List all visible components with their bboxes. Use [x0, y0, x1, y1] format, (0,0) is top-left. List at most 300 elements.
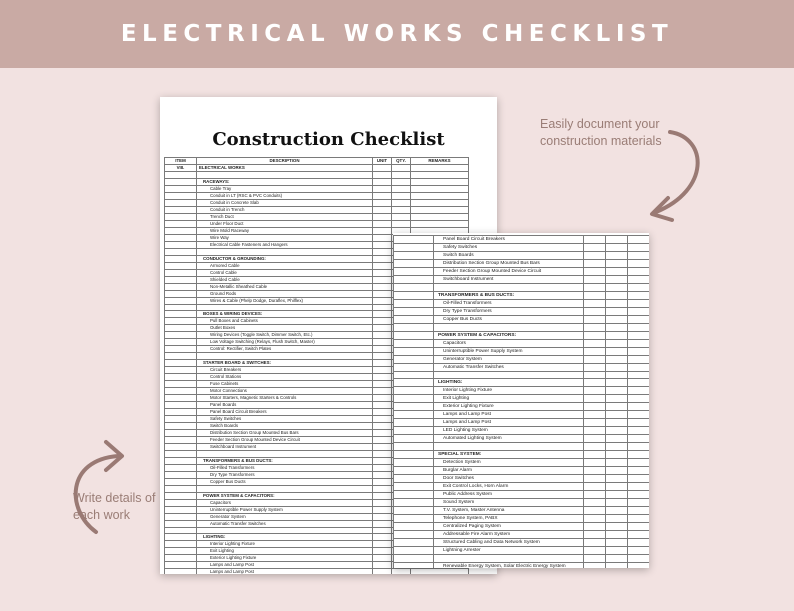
- unit-cell[interactable]: [373, 457, 392, 464]
- unit-cell[interactable]: [373, 213, 392, 220]
- remarks-cell[interactable]: [411, 199, 469, 206]
- item-cell: [165, 276, 197, 283]
- qty-cell[interactable]: [606, 299, 628, 307]
- remarks-cell[interactable]: [411, 185, 469, 192]
- item-cell: [165, 172, 197, 179]
- qty-cell[interactable]: [606, 411, 628, 419]
- unit-cell[interactable]: [584, 547, 606, 555]
- qty-cell[interactable]: [606, 284, 628, 292]
- qty-cell[interactable]: [606, 459, 628, 467]
- description-cell: Exit Lighting: [197, 548, 373, 555]
- remarks-cell[interactable]: [628, 427, 650, 435]
- remarks-cell[interactable]: [411, 165, 469, 172]
- remarks-cell[interactable]: [628, 523, 650, 531]
- qty-cell[interactable]: [606, 379, 628, 387]
- category-row: [394, 291, 650, 299]
- unit-cell[interactable]: [373, 395, 392, 402]
- remarks-cell[interactable]: [628, 483, 650, 491]
- unit-cell[interactable]: [373, 290, 392, 297]
- unit-cell[interactable]: [373, 206, 392, 213]
- unit-cell[interactable]: [373, 353, 392, 360]
- description-cell: T.V. System, Master Antenna: [434, 507, 584, 515]
- unit-cell[interactable]: [373, 360, 392, 367]
- description-cell: Lamps and Lamp Post: [197, 569, 373, 574]
- unit-cell[interactable]: [373, 562, 392, 569]
- qty-cell[interactable]: [606, 291, 628, 299]
- category-label: BOXES & WIRING DEVICES:: [197, 311, 373, 318]
- unit-cell[interactable]: [373, 409, 392, 416]
- description-cell: Wires & Cable (Phelp Dodge, Duraflex, Philflex): [197, 297, 373, 304]
- item-cell: [394, 347, 434, 355]
- category-row: [394, 379, 650, 387]
- unit-cell[interactable]: [584, 331, 606, 339]
- unit-cell[interactable]: [373, 262, 392, 269]
- table-row: [394, 268, 650, 276]
- unit-cell[interactable]: [584, 499, 606, 507]
- unit-cell[interactable]: [584, 387, 606, 395]
- unit-cell[interactable]: [584, 379, 606, 387]
- unit-cell[interactable]: [584, 276, 606, 284]
- item-cell: [165, 227, 197, 234]
- item-cell: [165, 499, 197, 506]
- item-cell: [165, 360, 197, 367]
- unit-cell[interactable]: [373, 178, 392, 185]
- unit-cell[interactable]: [373, 255, 392, 262]
- unit-cell[interactable]: [373, 165, 392, 172]
- unit-cell[interactable]: [373, 199, 392, 206]
- unit-cell[interactable]: [584, 427, 606, 435]
- remarks-cell[interactable]: [411, 192, 469, 199]
- remarks-cell[interactable]: [628, 539, 650, 547]
- description-cell: [197, 248, 373, 255]
- remarks-cell[interactable]: [411, 206, 469, 213]
- unit-cell[interactable]: [373, 548, 392, 555]
- unit-cell[interactable]: [373, 234, 392, 241]
- unit-cell[interactable]: [584, 395, 606, 403]
- curved-arrow-icon: [640, 124, 715, 224]
- remarks-cell[interactable]: [628, 515, 650, 523]
- qty-cell[interactable]: [392, 185, 411, 192]
- unit-cell[interactable]: [373, 423, 392, 430]
- unit-cell[interactable]: [373, 527, 392, 534]
- unit-cell[interactable]: [373, 478, 392, 485]
- unit-cell[interactable]: [373, 513, 392, 520]
- item-cell: [165, 520, 197, 527]
- qty-cell[interactable]: [606, 315, 628, 323]
- qty-cell[interactable]: [606, 467, 628, 475]
- section-label: ELECTRICAL WORKS: [197, 165, 373, 172]
- unit-cell[interactable]: [584, 411, 606, 419]
- item-cell: [165, 444, 197, 451]
- unit-cell[interactable]: [373, 276, 392, 283]
- qty-cell[interactable]: [606, 451, 628, 459]
- unit-cell[interactable]: [584, 475, 606, 483]
- qty-cell[interactable]: [606, 244, 628, 252]
- banner-title: ELECTRICAL WORKS CHECKLIST: [120, 21, 674, 47]
- table-row: [394, 323, 650, 331]
- remarks-cell[interactable]: [628, 315, 650, 323]
- description-cell: Addressable Fire Alarm System: [434, 531, 584, 539]
- unit-cell[interactable]: [584, 252, 606, 260]
- unit-cell[interactable]: [584, 355, 606, 363]
- item-cell: [165, 318, 197, 325]
- unit-cell[interactable]: [373, 485, 392, 492]
- unit-cell[interactable]: [584, 315, 606, 323]
- unit-cell[interactable]: [373, 248, 392, 255]
- description-cell: Centralized Paging System: [434, 523, 584, 531]
- unit-cell[interactable]: [584, 299, 606, 307]
- item-cell: [165, 527, 197, 534]
- remarks-cell[interactable]: [628, 491, 650, 499]
- unit-cell[interactable]: [373, 220, 392, 227]
- qty-cell[interactable]: [606, 339, 628, 347]
- category-label: STARTER BOARD & SWITCHES:: [197, 360, 373, 367]
- description-cell: Dry Type Transformers: [197, 471, 373, 478]
- unit-cell[interactable]: [373, 346, 392, 353]
- qty-cell[interactable]: [606, 236, 628, 244]
- description-cell: Switch Boards: [197, 423, 373, 430]
- remarks-cell[interactable]: [628, 244, 650, 252]
- unit-cell[interactable]: [373, 192, 392, 199]
- table-row: [394, 403, 650, 411]
- table-row: [394, 244, 650, 252]
- unit-cell[interactable]: [584, 403, 606, 411]
- qty-cell[interactable]: [606, 268, 628, 276]
- item-cell: [394, 499, 434, 507]
- unit-cell[interactable]: [373, 172, 392, 179]
- item-cell: [165, 241, 197, 248]
- unit-cell[interactable]: [584, 291, 606, 299]
- unit-cell[interactable]: [373, 492, 392, 499]
- qty-cell[interactable]: [606, 491, 628, 499]
- qty-cell[interactable]: [392, 199, 411, 206]
- remarks-cell[interactable]: [628, 284, 650, 292]
- qty-cell[interactable]: [606, 403, 628, 411]
- qty-cell[interactable]: [606, 483, 628, 491]
- unit-cell[interactable]: [584, 260, 606, 268]
- remarks-cell[interactable]: [628, 562, 650, 568]
- section-row: [165, 165, 469, 172]
- item-cell: [165, 374, 197, 381]
- remarks-cell[interactable]: [628, 291, 650, 299]
- remarks-cell[interactable]: [628, 419, 650, 427]
- unit-cell[interactable]: [373, 318, 392, 325]
- unit-cell[interactable]: [584, 523, 606, 531]
- item-cell: [394, 443, 434, 451]
- unit-cell[interactable]: [373, 520, 392, 527]
- description-cell: Outlet Boxes: [197, 325, 373, 332]
- remarks-cell[interactable]: [628, 555, 650, 563]
- unit-cell[interactable]: [584, 507, 606, 515]
- description-cell: Switchboard Instrument: [197, 444, 373, 451]
- qty-cell[interactable]: [606, 371, 628, 379]
- item-cell: [165, 304, 197, 311]
- unit-cell[interactable]: [584, 451, 606, 459]
- table-row: [165, 192, 469, 199]
- unit-cell[interactable]: [584, 515, 606, 523]
- remarks-cell[interactable]: [628, 475, 650, 483]
- remarks-cell[interactable]: [628, 435, 650, 443]
- qty-cell[interactable]: [606, 260, 628, 268]
- remarks-cell[interactable]: [628, 307, 650, 315]
- qty-cell[interactable]: [606, 523, 628, 531]
- table-row: [165, 172, 469, 179]
- unit-cell[interactable]: [373, 471, 392, 478]
- table-row: [394, 347, 650, 355]
- qty-cell[interactable]: [606, 307, 628, 315]
- unit-cell[interactable]: [373, 269, 392, 276]
- item-cell: [394, 555, 434, 563]
- unit-cell[interactable]: [584, 339, 606, 347]
- remarks-cell[interactable]: [628, 236, 650, 244]
- item-cell: [394, 395, 434, 403]
- unit-cell[interactable]: [373, 534, 392, 541]
- annotation-line: Easily document your: [540, 117, 660, 131]
- unit-cell[interactable]: [373, 499, 392, 506]
- qty-cell[interactable]: [606, 395, 628, 403]
- unit-cell[interactable]: [373, 311, 392, 318]
- qty-cell[interactable]: [392, 569, 411, 574]
- remarks-cell[interactable]: [628, 387, 650, 395]
- unit-cell[interactable]: [584, 562, 606, 568]
- description-cell: Lamps and Lamp Post: [434, 419, 584, 427]
- qty-cell[interactable]: [392, 220, 411, 227]
- item-cell: [165, 457, 197, 464]
- unit-cell[interactable]: [584, 419, 606, 427]
- unit-cell[interactable]: [373, 402, 392, 409]
- document-title: Construction Checklist: [212, 129, 445, 150]
- unit-cell[interactable]: [584, 483, 606, 491]
- unit-cell[interactable]: [373, 283, 392, 290]
- unit-cell[interactable]: [373, 451, 392, 458]
- item-cell: [394, 379, 434, 387]
- description-cell: Non-Metallic Sheathed Cable: [197, 283, 373, 290]
- unit-cell[interactable]: [373, 304, 392, 311]
- unit-cell[interactable]: [373, 444, 392, 451]
- unit-cell[interactable]: [373, 464, 392, 471]
- qty-cell[interactable]: [606, 323, 628, 331]
- qty-cell[interactable]: [606, 355, 628, 363]
- remarks-cell[interactable]: [628, 323, 650, 331]
- qty-cell[interactable]: [606, 252, 628, 260]
- qty-cell[interactable]: [606, 331, 628, 339]
- description-cell: Exit Control Locks, Horn Alarm: [434, 483, 584, 491]
- remarks-cell[interactable]: [628, 467, 650, 475]
- unit-cell[interactable]: [373, 569, 392, 574]
- unit-cell[interactable]: [373, 367, 392, 374]
- remarks-cell[interactable]: [411, 213, 469, 220]
- remarks-cell[interactable]: [628, 331, 650, 339]
- description-cell: Generator System: [434, 355, 584, 363]
- remarks-cell[interactable]: [628, 403, 650, 411]
- qty-cell[interactable]: [392, 213, 411, 220]
- description-cell: Interior Lighting Fixture: [434, 387, 584, 395]
- qty-cell[interactable]: [606, 435, 628, 443]
- description-cell: [434, 284, 584, 292]
- qty-cell[interactable]: [392, 165, 411, 172]
- description-cell: [434, 371, 584, 379]
- remarks-cell[interactable]: [628, 347, 650, 355]
- item-cell: [165, 234, 197, 241]
- unit-cell[interactable]: [373, 541, 392, 548]
- unit-cell[interactable]: [584, 236, 606, 244]
- unit-cell[interactable]: [373, 416, 392, 423]
- unit-cell[interactable]: [373, 506, 392, 513]
- qty-cell[interactable]: [606, 562, 628, 568]
- item-cell: [394, 252, 434, 260]
- remarks-cell[interactable]: [628, 268, 650, 276]
- unit-cell[interactable]: [584, 459, 606, 467]
- description-cell: Public Address System: [434, 491, 584, 499]
- description-cell: Oil-Filled Transformers: [197, 464, 373, 471]
- qty-cell[interactable]: [606, 547, 628, 555]
- remarks-cell[interactable]: [628, 299, 650, 307]
- remarks-cell[interactable]: [628, 276, 650, 284]
- remarks-cell[interactable]: [628, 499, 650, 507]
- remarks-cell[interactable]: [628, 531, 650, 539]
- qty-cell[interactable]: [606, 531, 628, 539]
- unit-cell[interactable]: [373, 381, 392, 388]
- qty-cell[interactable]: [392, 178, 411, 185]
- unit-cell[interactable]: [584, 307, 606, 315]
- remarks-cell[interactable]: [628, 355, 650, 363]
- remarks-cell[interactable]: [628, 459, 650, 467]
- unit-cell[interactable]: [373, 227, 392, 234]
- unit-cell[interactable]: [584, 347, 606, 355]
- remarks-cell[interactable]: [628, 507, 650, 515]
- unit-cell[interactable]: [584, 284, 606, 292]
- qty-cell[interactable]: [606, 515, 628, 523]
- unit-cell[interactable]: [584, 443, 606, 451]
- qty-cell[interactable]: [606, 363, 628, 371]
- description-cell: [197, 172, 373, 179]
- description-cell: Circuit Breakers: [197, 367, 373, 374]
- unit-cell[interactable]: [373, 325, 392, 332]
- remarks-cell[interactable]: [628, 411, 650, 419]
- item-cell: [394, 268, 434, 276]
- unit-cell[interactable]: [584, 491, 606, 499]
- table-row: [394, 427, 650, 435]
- table-row: [394, 315, 650, 323]
- description-cell: Conduit in Trench: [197, 206, 373, 213]
- item-cell: [394, 491, 434, 499]
- unit-cell[interactable]: [584, 323, 606, 331]
- unit-cell[interactable]: [584, 363, 606, 371]
- description-cell: Ground Rods: [197, 290, 373, 297]
- description-cell: [197, 485, 373, 492]
- table-row: [394, 507, 650, 515]
- item-cell: [394, 475, 434, 483]
- remarks-cell[interactable]: [628, 363, 650, 371]
- remarks-cell[interactable]: [628, 371, 650, 379]
- unit-cell[interactable]: [373, 332, 392, 339]
- category-label: RACEWAYS:: [197, 178, 373, 185]
- category-label: CONDUCTOR & GROUNDING:: [197, 255, 373, 262]
- description-cell: Wire Way: [197, 234, 373, 241]
- description-cell: Uninterruptible Power Supply System: [434, 347, 584, 355]
- unit-cell[interactable]: [584, 371, 606, 379]
- unit-cell[interactable]: [584, 531, 606, 539]
- unit-cell[interactable]: [584, 435, 606, 443]
- unit-cell[interactable]: [373, 339, 392, 346]
- title-banner: [0, 0, 794, 68]
- unit-cell[interactable]: [373, 437, 392, 444]
- unit-cell[interactable]: [584, 268, 606, 276]
- description-cell: Low Voltage Switching (Relays, Flush Switch, Master): [197, 339, 373, 346]
- remarks-cell[interactable]: [628, 339, 650, 347]
- qty-cell[interactable]: [606, 443, 628, 451]
- qty-cell[interactable]: [606, 555, 628, 563]
- qty-cell[interactable]: [606, 347, 628, 355]
- category-row: [165, 178, 469, 185]
- unit-cell[interactable]: [373, 185, 392, 192]
- unit-cell[interactable]: [584, 555, 606, 563]
- table-row: [394, 555, 650, 563]
- item-cell: [394, 483, 434, 491]
- remarks-cell[interactable]: [411, 220, 469, 227]
- qty-cell[interactable]: [606, 499, 628, 507]
- unit-cell[interactable]: [373, 555, 392, 562]
- remarks-cell[interactable]: [628, 443, 650, 451]
- item-cell: [165, 213, 197, 220]
- remarks-cell[interactable]: [411, 178, 469, 185]
- remarks-cell[interactable]: [628, 379, 650, 387]
- item-cell: [165, 199, 197, 206]
- description-cell: Automatic Transfer Switches: [197, 520, 373, 527]
- remarks-cell[interactable]: [628, 395, 650, 403]
- qty-cell[interactable]: [606, 507, 628, 515]
- remarks-cell[interactable]: [411, 569, 469, 574]
- qty-cell[interactable]: [392, 206, 411, 213]
- item-cell: [165, 269, 197, 276]
- item-cell: [394, 562, 434, 568]
- unit-cell[interactable]: [373, 388, 392, 395]
- qty-cell[interactable]: [392, 172, 411, 179]
- table-row: [394, 515, 650, 523]
- unit-cell[interactable]: [373, 297, 392, 304]
- item-cell: [394, 355, 434, 363]
- item-cell: [394, 276, 434, 284]
- qty-cell[interactable]: [392, 192, 411, 199]
- remarks-cell[interactable]: [628, 451, 650, 459]
- table-row: [394, 523, 650, 531]
- qty-cell[interactable]: [606, 539, 628, 547]
- remarks-cell[interactable]: [628, 260, 650, 268]
- unit-cell[interactable]: [584, 539, 606, 547]
- qty-cell[interactable]: [606, 387, 628, 395]
- qty-cell[interactable]: [606, 475, 628, 483]
- remarks-cell[interactable]: [628, 252, 650, 260]
- unit-cell[interactable]: [584, 244, 606, 252]
- qty-cell[interactable]: [606, 419, 628, 427]
- category-label: POWER SYSTEM & CAPACITORS:: [434, 331, 584, 339]
- unit-cell[interactable]: [373, 374, 392, 381]
- unit-cell[interactable]: [584, 467, 606, 475]
- item-cell: [394, 411, 434, 419]
- remarks-cell[interactable]: [411, 172, 469, 179]
- table-row: [394, 467, 650, 475]
- unit-cell[interactable]: [373, 430, 392, 437]
- description-cell: Feeder Section Group Mounted Device Circuit: [434, 268, 584, 276]
- description-cell: Under Floor Duct: [197, 220, 373, 227]
- unit-cell[interactable]: [373, 241, 392, 248]
- remarks-cell[interactable]: [628, 547, 650, 555]
- qty-cell[interactable]: [606, 276, 628, 284]
- qty-cell[interactable]: [606, 427, 628, 435]
- description-cell: Copper Bus Ducts: [434, 315, 584, 323]
- category-label: LIGHTING:: [197, 534, 373, 541]
- item-cell: [394, 244, 434, 252]
